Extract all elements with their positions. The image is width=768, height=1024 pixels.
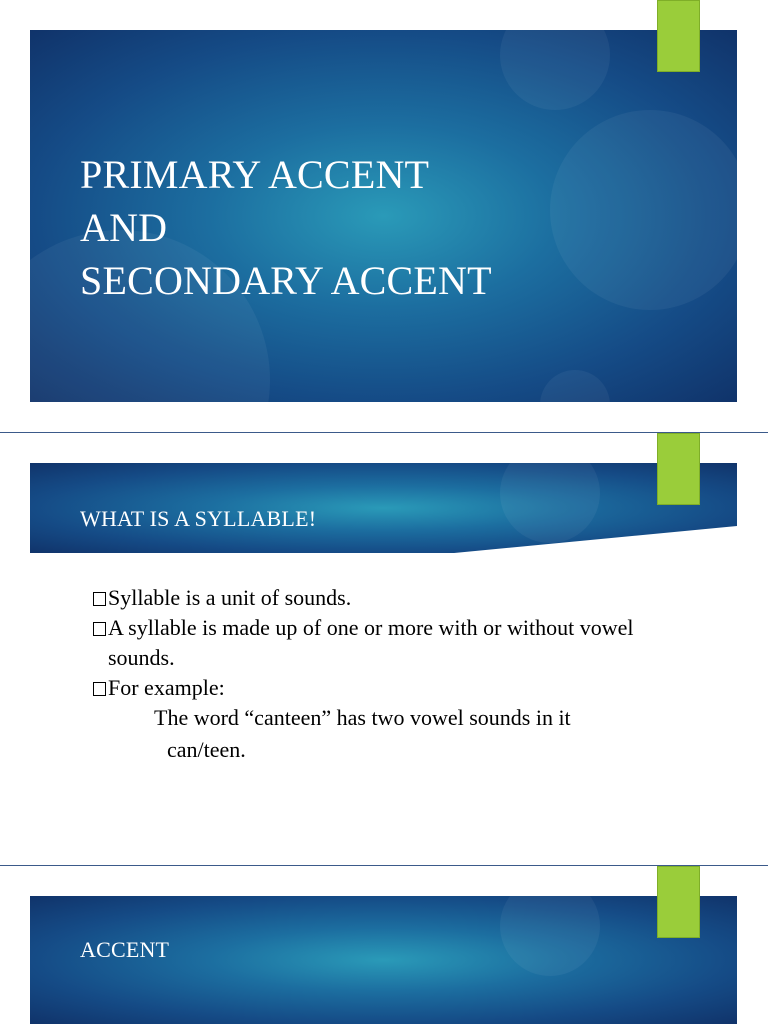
bullet-list <box>93 583 633 703</box>
checkbox-bullet-icon <box>93 622 106 636</box>
slide-1 <box>0 0 768 432</box>
slide-heading: ACCENT <box>80 937 170 962</box>
decorative-circle <box>500 463 600 543</box>
example-sentence: The word “canteen” has two vowel sounds in it <box>154 705 571 730</box>
slide-3 <box>0 866 768 1024</box>
slide-heading: WHAT IS A SYLLABLE! <box>80 506 317 531</box>
bullet-continuation: sounds. <box>108 645 175 670</box>
list-item: For example: <box>93 673 633 703</box>
decorative-circle <box>540 370 610 402</box>
list-item: A syllable is made up of one or more with or without vowel sounds. <box>93 613 633 673</box>
list-item: Syllable is a unit of sounds. <box>93 583 633 613</box>
decorative-circle <box>550 110 737 310</box>
slide-title <box>80 148 492 307</box>
green-tab <box>657 433 700 505</box>
title-line-3: SECONDARY ACCENT <box>80 258 492 303</box>
checkbox-bullet-icon <box>93 682 106 696</box>
title-line-2: AND <box>80 205 168 250</box>
green-tab <box>657 866 700 938</box>
example-syllables: can/teen. <box>167 737 246 762</box>
green-tab <box>657 0 700 72</box>
decorative-circle <box>500 896 600 976</box>
checkbox-bullet-icon <box>93 592 106 606</box>
decorative-circle <box>500 30 610 110</box>
title-line-1: PRIMARY ACCENT <box>80 152 430 197</box>
